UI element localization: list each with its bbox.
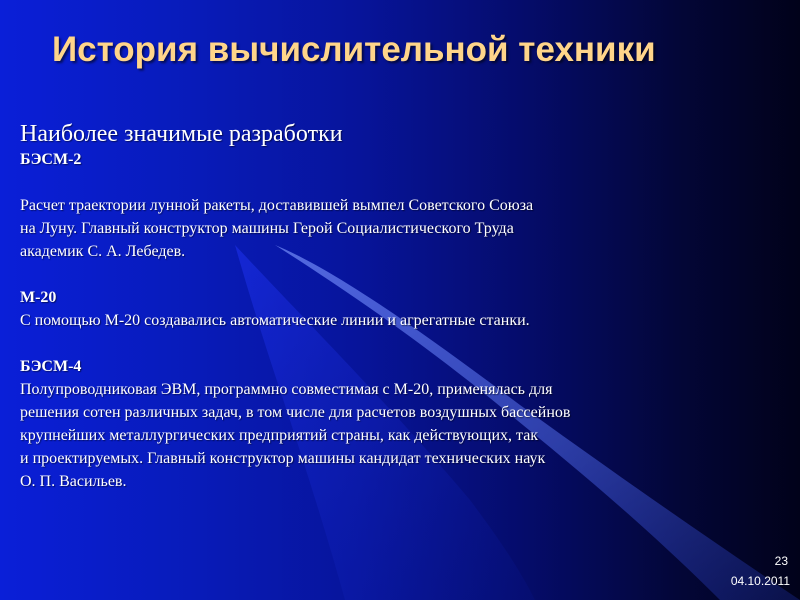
body-line-1: Расчет траектории лунной ракеты, доставившей вымпел Советского Союза	[20, 197, 534, 214]
slide-title: История вычислительной техники	[52, 30, 656, 69]
body-line-2: решения сотен различных задач, в том числе для расчетов воздушных бассейнов	[20, 404, 571, 421]
body-line-3: академик С. А. Лебедев.	[20, 243, 186, 260]
slide-number: 23	[774, 554, 788, 568]
section-m-20	[20, 286, 720, 332]
body-line-3: крупнейших металлургических предприятий страны, как действующих, так	[20, 427, 539, 444]
slide-subtitle: Наиболее значимые разработки	[20, 121, 343, 147]
blank-line	[20, 171, 720, 194]
slide-date: 04.10.2011	[730, 574, 790, 588]
section-heading-besm-4: БЭСМ-4	[20, 358, 82, 375]
slide-content	[20, 120, 720, 493]
section-heading-besm-2: БЭСМ-2	[20, 151, 82, 168]
body-line-4: и проектируемых. Главный конструктор машины кандидат технических наук	[20, 450, 546, 467]
body-line-1: Полупроводниковая ЭВМ, программно совместимая с М-20, применялась для	[20, 381, 553, 398]
body-line-5: О. П. Васильев.	[20, 473, 127, 490]
section-besm-4	[20, 355, 720, 493]
section-heading-m-20: М-20	[20, 289, 57, 306]
paragraph-gap	[20, 263, 720, 286]
paragraph-gap	[20, 332, 720, 355]
body-line-1: С помощью М-20 создавались автоматические линии и агрегатные станки.	[20, 312, 530, 329]
body-line-2: на Луну. Главный конструктор машины Герой Социалистического Труда	[20, 220, 514, 237]
section-besm-2	[20, 148, 720, 263]
